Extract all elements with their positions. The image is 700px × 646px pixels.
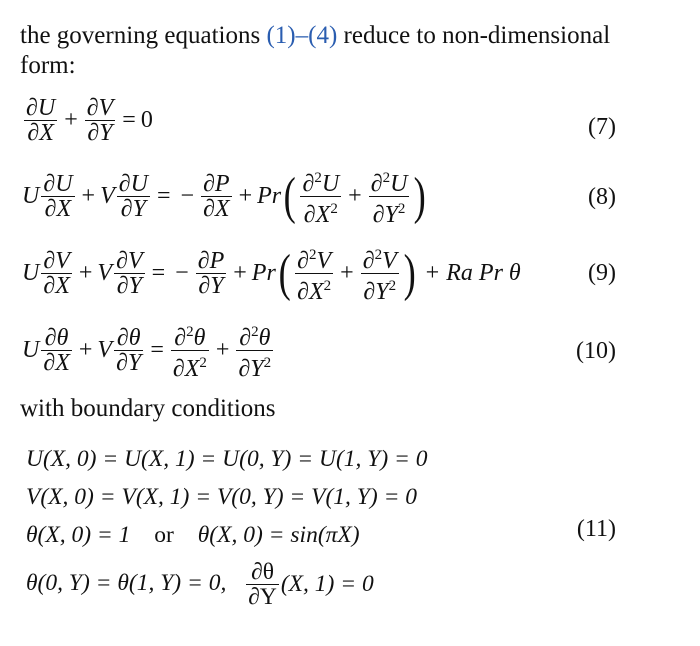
equation-number-9: (9) bbox=[588, 260, 616, 286]
boundary-heading: with boundary conditions bbox=[20, 395, 276, 422]
boundary-condition-theta-sides: θ(0, Y) = θ(1, Y) = 0, $\frac{\partial\theta}{\partial Y}$ (X, 1) = 0 bbox=[26, 559, 374, 610]
intro-line-1 bbox=[20, 22, 610, 50]
equation-number-10: (10) bbox=[576, 338, 616, 364]
equation-reference-link[interactable]: (1)–(4) bbox=[266, 22, 338, 49]
fraction-dV-dY: $\frac{\partial V}{\partial Y}$ bbox=[86, 95, 114, 146]
intro-text-after: reduce to non-dimensional bbox=[337, 22, 611, 49]
buoyancy-term: + Ra Pr θ bbox=[424, 260, 521, 286]
boundary-condition-theta-bottom: θ(X, 0) = 1 or θ(X, 0) = sin(πX) bbox=[26, 522, 360, 548]
equation-7: $\frac{\partial U}{\partial X}$ + $\frac{\partial V}{\partial Y}$ = 0 bbox=[26, 95, 153, 146]
boundary-condition-u: U(X, 0) = U(X, 1) = U(0, Y) = U(1, Y) = 0 bbox=[26, 446, 428, 472]
cut-off-next-line bbox=[18, 626, 658, 646]
equation-10: U $\frac{\partial\theta}{\partial X}$ + V $\frac{\partial\theta}{\partial Y}$ = $\frac{\partial^2\theta}{\partial X^2}$ + $\frac{\partial^2\theta}{\partial Y^2}$ bbox=[22, 324, 272, 382]
intro-line-2: form: bbox=[20, 52, 76, 79]
fraction-dU-dX: $\frac{\partial U}{\partial X}$ bbox=[26, 95, 56, 146]
equation-number-11: (11) bbox=[576, 516, 616, 542]
equation-9: U $\frac{\partial V}{\partial X}$ + V $\frac{\partial V}{\partial Y}$ = − $\frac{\partial P}{\partial Y}$ + Pr( $\frac{\partial^2V}{\partial X^2}$ + $\frac{\partial^2V}{\partial Y^2}$ ) + Ra Pr θ bbox=[22, 244, 521, 305]
equation-8: U $\frac{\partial U}{\partial X}$ + V $\frac{\partial U}{\partial Y}$ = − $\frac{\partial P}{\partial X}$ + Pr( $\frac{\partial^2U}{\partial X^2}$ + $\frac{\partial^2U}{\partial Y^2}$ ) bbox=[22, 167, 427, 228]
boundary-condition-v: V(X, 0) = V(X, 1) = V(0, Y) = V(1, Y) = 0 bbox=[26, 484, 418, 510]
equation-number-8: (8) bbox=[588, 184, 616, 210]
fraction-dtheta-dY: $\frac{\partial\theta}{\partial Y}$ bbox=[248, 559, 277, 610]
intro-text-before: the governing equations bbox=[20, 22, 267, 49]
equation-number-7: (7) bbox=[588, 114, 616, 140]
